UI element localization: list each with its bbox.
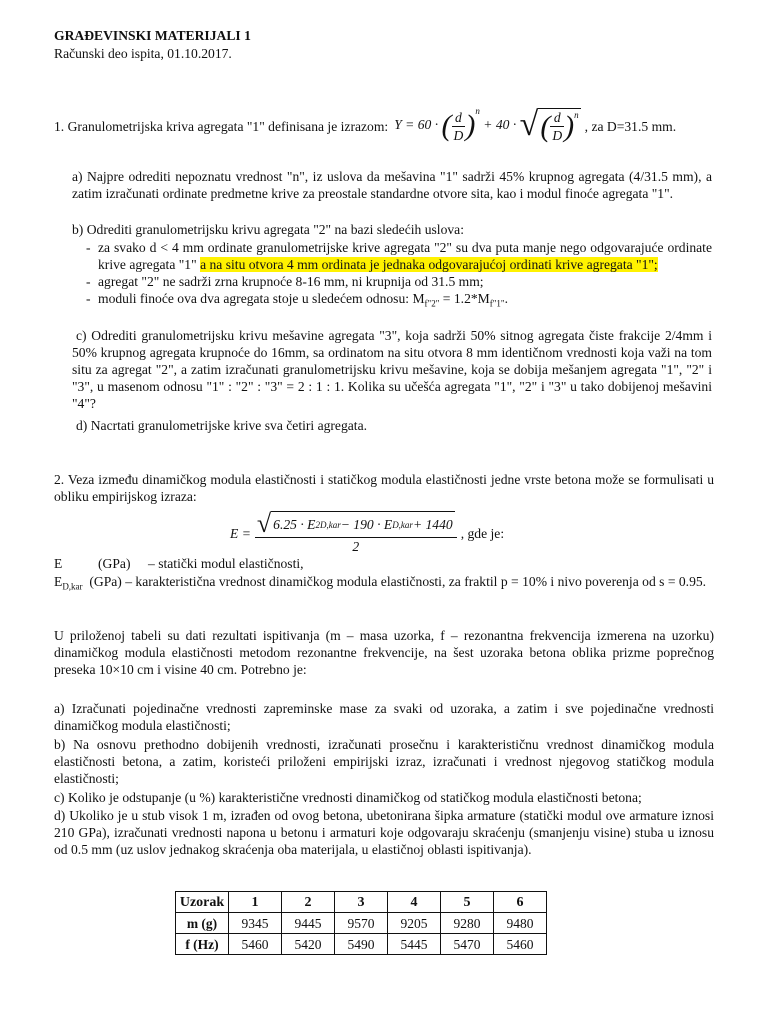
q1-fraction-1	[452, 109, 466, 144]
table-row-header: m (g)	[176, 913, 229, 934]
table-cell: 5445	[388, 934, 441, 955]
right-paren-icon: )	[465, 109, 476, 142]
q1-frac-num: d	[452, 109, 466, 127]
right-paren-icon: )	[564, 109, 575, 143]
q2-num-a: 6.25 · E	[273, 517, 316, 532]
q2-num-c: + 1440	[412, 517, 453, 532]
sqrt-icon: √	[256, 509, 272, 538]
q2-def-ed-symbol: E	[54, 574, 63, 589]
sqrt-icon: √	[519, 106, 539, 143]
q2-formula-lhs: E =	[230, 525, 251, 541]
table-header-cell: 2	[282, 892, 335, 913]
q2-radicand: 6.25 · E 2 D,kar − 190 · E D,kar + 1440	[271, 511, 455, 537]
q1-part-c: c) Odrediti granulometrijsku krivu mešavine agregata "3", koja sadrži 50% sitnog agregata čiste frakcije 2/4mm i 50% krupnog agregata krupnoće do 16mm, sa ordinatom na situ otvora 8 mm identičnom vrednosti koja važi na tom situ za agregat "2", a zatim izračunati granulometrijsku krivu mešavine, koja se dobija mešanjem agregata "1", "2" i "3", u masenom odnosu "1" : "2" : "3" = 2 : 1 : 1. Kolika su učešća agregata "1", "2" i "3" u tako dobijenoj mešavini "4"?	[72, 328, 712, 411]
q1-b1-highlight: a na situ otvora 4 mm ordinata je jednaka odgovarajućoj ordinati krive agregata "1";	[200, 257, 658, 272]
table-header-cell: 1	[229, 892, 282, 913]
q2-def-e-unit: (GPa)	[98, 556, 131, 571]
table-cell: 9445	[282, 913, 335, 934]
table-header-cell: Uzorak	[176, 892, 229, 913]
q1-part-b-item-2: - agregat "2" ne sadrži zrna krupnoće 8-16 mm, ni krupnija od 31.5 mm;	[86, 273, 712, 290]
q1-radicand: ( $\frac{d}{D}$ ) $^n$	[540, 109, 579, 143]
q1-part-a: a) Najpre odrediti nepoznatu vrednost "n", iz uslova da mešavina "1" sadrži 45% krupnog agregata (4/31.5 mm), a zatim izračunati ordinate predmetne krive za preostale standardne otvore sita, kao i modul finoće agregata "1".	[72, 169, 712, 201]
q2-formula	[230, 508, 504, 558]
q1-fraction-2	[550, 109, 564, 144]
q1-frac-exponent: n	[475, 105, 480, 116]
q2-fraction	[255, 511, 457, 555]
table-cell: 5470	[441, 934, 494, 955]
q1-frac-den: D	[453, 127, 464, 143]
q1-part-b-intro: b) Odrediti granulometrijsku krivu agregata "2" na bazi sledećih uslova:	[72, 222, 464, 237]
q1-part-b-item-3	[86, 290, 712, 307]
table-header-cell: 5	[441, 892, 494, 913]
table-row	[176, 913, 547, 934]
q2-part-d: d) Ukoliko je u stub visok 1 m, izrađen od ovog betona, ubetonirana šipka armature (statički modul ove armature iznosi 210 GPa), izračunati vrednosti napona u betonu i armaturi koje odgovaraju skraćenju (smanjenju visine) stuba u iznosu od 0.5 mm (uz uslov jednakog skraćenja oba materijala, u elastičnoj oblasti ispitivanja).	[54, 808, 714, 857]
table-header-cell: 4	[388, 892, 441, 913]
q1-lead-tail: , za D=31.5 mm.	[584, 118, 677, 134]
q1-lead-line	[54, 100, 754, 152]
left-paren-icon: (	[540, 109, 551, 143]
q1-b3-sub1: f"2"	[424, 298, 440, 309]
q1-b3-sub2: f"1"	[489, 298, 505, 309]
left-paren-icon: (	[441, 109, 452, 142]
table-cell: 9280	[441, 913, 494, 934]
table-header-cell: 6	[494, 892, 547, 913]
q1-formula-plus: + 40 ·	[483, 117, 517, 133]
table-row-header: f (Hz)	[176, 934, 229, 955]
q1-lead-text: 1. Granulometrijska kriva agregata "1" definisana je izrazom:	[54, 118, 389, 134]
q2-def-ed	[54, 573, 714, 590]
q1-b3-prefix: moduli finoće ova dva agregata stoje u sledećem odnosu: M	[98, 291, 425, 306]
q2-formula-tail: , gde je:	[460, 525, 505, 541]
q2-paragraph: U priloženoj tabeli su dati rezultati ispitivanja (m – masa uzorka, f – rezonantna frekvencija izmerena na uzorku) dinamičkog modula elastičnosti metodom rezonantne frekvencije, na šest uzoraka betona oblika prizme poprečnog preseka 10×10 cm i visine 40 cm. Potrebno je:	[54, 628, 714, 677]
results-table	[175, 891, 547, 955]
table-cell: 9480	[494, 913, 547, 934]
q1-b3-end: .	[504, 291, 509, 306]
table-cell: 5460	[494, 934, 547, 955]
q2-def-e-text: – statički modul elastičnosti,	[148, 556, 304, 571]
q1-formula	[394, 105, 580, 144]
q2-part-c: c) Koliko je odstupanje (u %) karakteristične vrednosti dinamičkog od statičkog modula elastičnosti betona;	[54, 790, 642, 805]
table-cell: 5420	[282, 934, 335, 955]
q2-def-ed-sub: D,kar	[62, 581, 83, 592]
q1-part-d: d) Nacrtati granulometrijske krive sva četiri agregata.	[76, 418, 368, 433]
q1-b1-plain: za svako d < 4 mm ordinate granulometrijske krive agregata "2" su dva puta manje nego odgovarajuće ordinate krive agregata "1"	[98, 240, 712, 272]
q1-sqrt	[520, 108, 581, 144]
q2-part-b: b) Na osnovu prethodno dobijenih vrednosti, izračunati prosečnu i karakterističnu vrednost dinamičkog modula elastičnosti betona, a zatim, koristeći priloženi empirijski izraz, izračunati i vrednost njegovog statičkog modula elastičnosti;	[54, 737, 714, 786]
q1-b3-mid: = 1.2*M	[439, 291, 490, 306]
q2-num-b: − 190 · E	[340, 517, 393, 532]
q2-def-ed-unit: (GPa)	[89, 574, 122, 589]
table-cell: 9345	[229, 913, 282, 934]
q1-sqrt-den: D	[552, 128, 563, 143]
table-cell: 5490	[335, 934, 388, 955]
table-row	[176, 934, 547, 955]
q1-formula-lhs: Y = 60 ·	[394, 117, 439, 133]
q2-def-e-symbol: E	[54, 556, 63, 571]
q2-part-a: a) Izračunati pojedinačne vrednosti zapreminske mase za svaki od uzoraka, a zatim i sve pojedinačne vrednosti dinamičkog modula elastičnosti;	[54, 701, 714, 733]
q2-denominator: 2	[352, 539, 360, 554]
table-header-row	[176, 892, 547, 913]
document-subtitle: Računski deo ispita, 01.10.2017.	[54, 46, 232, 61]
table-cell: 9205	[388, 913, 441, 934]
q2-intro: 2. Veza između dinamičkog modula elastičnosti i statičkog modula elastičnosti jedne vrste betona može se formulisati u obliku empirijskog izraza:	[54, 472, 714, 504]
document-title: GRAĐEVINSKI MATERIJALI 1	[54, 28, 251, 43]
q1-sqrt-num: d	[550, 109, 564, 127]
table-header-cell: 3	[335, 892, 388, 913]
q1-part-b-item-1	[86, 239, 712, 273]
q1-part-b-list	[86, 239, 712, 307]
q2-numerator	[255, 511, 457, 538]
q2-def-e	[54, 555, 714, 572]
table-cell: 9570	[335, 913, 388, 934]
q2-def-ed-text: – karakteristična vrednost dinamičkog modula elastičnosti, za fraktil p = 10% i nivo poverenja od s = 0.95.	[125, 574, 707, 589]
table-cell: 5460	[229, 934, 282, 955]
